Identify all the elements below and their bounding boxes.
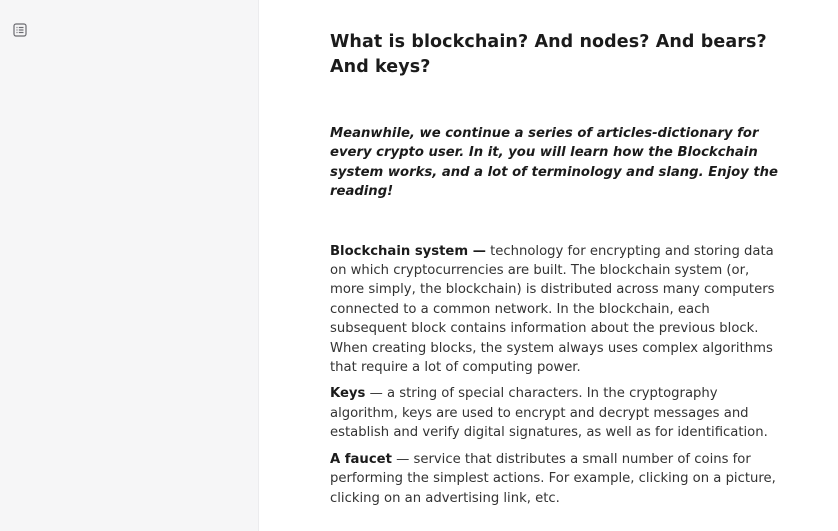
glossary-entry-keys <box>330 384 780 442</box>
glossary-term: Blockchain system — <box>330 243 486 259</box>
article-title: What is blockchain? And nodes? And bears? And keys? <box>330 32 767 77</box>
glossary-entry-blockchain-system <box>330 242 780 378</box>
glossary-list <box>330 242 780 508</box>
glossary-definition: technology for encrypting and storing data on which cryptocurrencies are built. The blockchain system (or, more simply, the blockchain) is distributed across many computers connected to a common network. In the blockchain, each subsequent block contains information about the previous block. When creating blocks, the system always uses complex algorithms that require a lot of computing power. <box>330 243 775 376</box>
glossary-definition: — service that distributes a small number of coins for performing the simplest actions. For example, clicking on a picture, clicking on an advertising link, etc. <box>330 451 776 506</box>
list-icon[interactable] <box>13 22 27 36</box>
article <box>330 30 780 515</box>
glossary-term: Keys <box>330 386 366 402</box>
glossary-entry-faucet <box>330 450 780 508</box>
sidebar <box>0 0 259 531</box>
glossary-definition: — a string of special characters. In the cryptography algorithm, keys are used to encrypt and decrypt messages and establish and verify digital signatures, as well as for identification. <box>330 386 768 441</box>
article-lead: Meanwhile, we continue a series of articles-dictionary for every crypto user. In it, you will learn how the Blockchain system works, and a lot of terminology and slang. Enjoy the reading! <box>330 126 779 200</box>
glossary-term: A faucet <box>330 451 392 467</box>
